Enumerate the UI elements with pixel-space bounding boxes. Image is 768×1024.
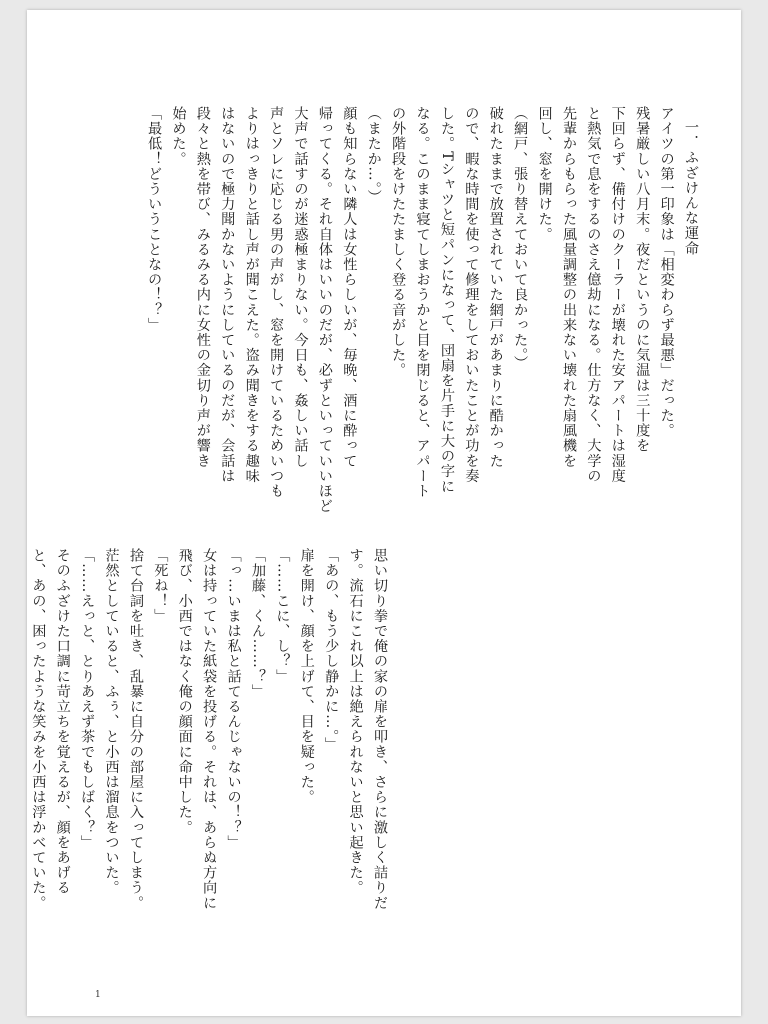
text-line: の外階段をけたたましく登る音がした。	[390, 106, 407, 378]
text-line: 始めた。	[170, 106, 187, 167]
text-line: よりはっきりと話し声が聞こえた。盗み聞きをする趣味	[243, 106, 260, 484]
text-line: （網戸、張り替えておいて良かった。）	[512, 106, 529, 371]
text-line: した。Tシャツと短パンになって、団扇を片手に大の字に	[438, 106, 455, 494]
text-line: 「最低！どういうことなの！？」	[146, 106, 163, 333]
text-line: 「……えっと、とりあえず茶でもしばく？」	[79, 548, 96, 850]
page-number: 1	[95, 990, 101, 1000]
text-line: 先輩からもらった風量調整の出来ない壊れた扇風機を	[560, 106, 577, 469]
text-line: 「死ね！」	[152, 548, 169, 624]
text-line: 大声で話すのが迷惑極まりない。今日も、姦しい話し	[292, 106, 309, 469]
text-line: はないので極力聞かないようにしているのだが、会話は	[219, 106, 236, 484]
text-line: 「……こに、し？」	[274, 548, 291, 684]
text-line: と熱気で息をするのさえ億劫になる。仕方なく、大学の	[585, 106, 602, 484]
text-line: そのふざけた口調に苛立ちを覚えるが、顔をあげる	[54, 548, 71, 896]
text-line: 茫然としていると、ふぅ、と小西は溜息をついた。	[103, 548, 120, 896]
text-line: 「っ…いまは私と話てるんじゃないの！？」	[225, 548, 242, 850]
text-line: 声とソレに応じる男の声がし、窓を開けているためいつも	[268, 106, 285, 499]
text-line: 破れたままで放置されていた網戸があまりに酷かった	[487, 106, 504, 469]
text-block-top	[142, 106, 703, 526]
document-page	[27, 10, 741, 1016]
text-line: 女は持っていた紙袋を投げる。それは、あらぬ方向に	[201, 548, 218, 911]
text-line: 「あの、もう少し静かに…。」	[323, 548, 340, 753]
text-line: 飛び、小西ではなく俺の顔面に命中した。	[176, 548, 193, 835]
text-line: 思い切り拳で俺の家の扉を叩き、さらに激しく詰りだ	[372, 548, 388, 911]
chapter-title: 一．ふざけんな運命	[683, 120, 699, 256]
text-line: 下回らず、備付けのクーラーが壊れた安アパートは湿度	[609, 106, 626, 484]
text-line: 回し、窓を開けた。	[536, 106, 553, 242]
text-line: 捨て台詞を吐き、乱暴に自分の部屋に入ってしまう。	[127, 548, 144, 911]
text-line: （またか…。）	[365, 106, 382, 205]
text-line: アイツの第一印象は「相変わらず最悪」だった。	[658, 106, 675, 439]
text-line: 「加藤、くん……？」	[249, 548, 266, 699]
text-line: 扉を開け、顔を上げて、目を疑った。	[298, 548, 315, 805]
text-line: 段々と熱を帯び、みるみる内に女性の金切り声が響き	[194, 106, 211, 469]
text-line: なる。このまま寝てしまおうかと目を閉じると、アパート	[414, 106, 431, 499]
text-line: と、あの、困ったような笑みを小西は浮かべていた。	[30, 548, 47, 911]
text-line: ので、暇な時間を使って修理をしておいたことが功を奏	[463, 106, 480, 484]
text-line: す。流石にこれ以上は絶えられないと思い起きた。	[347, 548, 364, 896]
text-block-bottom	[26, 548, 392, 978]
text-line: 残暑厳しい八月末。夜だというのに気温は三十度を	[634, 106, 651, 454]
text-line: 顔も知らない隣人は女性らしいが、毎晩、酒に酔って	[341, 106, 358, 469]
text-line: 帰ってくる。それ自体はいいのだが、必ずといっていいほど	[316, 106, 333, 514]
